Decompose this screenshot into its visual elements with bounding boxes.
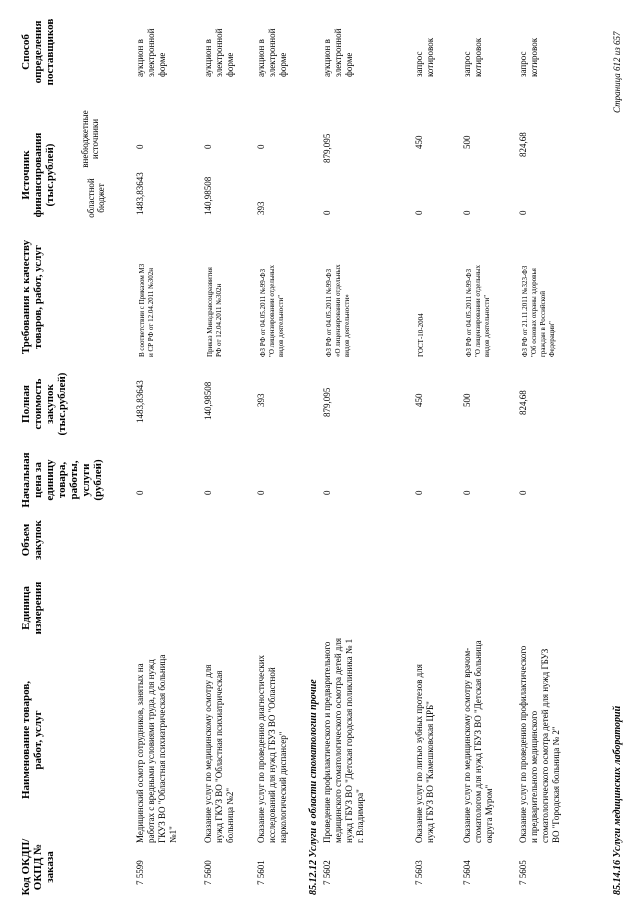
- row-3-total: 393: [256, 393, 266, 407]
- header-method: Способ определения поставщиков: [20, 18, 56, 86]
- row-1-req: В соответствии с Приказом МЗ и СР РФ от 12.04.2011 №302н: [138, 263, 155, 357]
- header-unit: Единица измерения: [20, 581, 44, 635]
- row-7-name: Оказание услуг по проведению профилактического и предварительного медицинского стоматологического осмотра детей для нужд ГБУЗ ВО "Городская больница № 2": [518, 645, 561, 843]
- row-6-price: 0: [462, 490, 472, 495]
- row-1-extra: 0: [135, 144, 145, 149]
- header-source: Источник финансирования (тыс.рублей): [20, 132, 56, 218]
- row-3-code: 7 5601: [256, 860, 266, 885]
- row-5-req: ГОСТ-10-2004: [417, 313, 425, 357]
- row-5-price: 0: [414, 490, 424, 495]
- row-1-regional: 1483,83643: [135, 172, 145, 215]
- row-6-code: 7 5604: [462, 860, 472, 885]
- section-heading-dental: 85.12.12 Услуги в области стоматологии прочие: [308, 679, 319, 895]
- header-total: Полная стоимость закупок (тыс.рублей): [20, 372, 68, 436]
- row-3-price: 0: [256, 490, 266, 495]
- row-7-code: 7 5605: [518, 860, 528, 885]
- row-6-req: ФЗ РФ от 04.05.2011 №99-ФЗ "О лицензировании отдельных видов деятельности": [465, 265, 491, 357]
- row-5-name: Оказание услуг по литью зубных протезов для нужд ГБУЗ ВО "Камешковская ЦРБ": [414, 664, 435, 843]
- row-6-regional: 0: [462, 210, 472, 215]
- row-3-method: аукцион в электронной форме: [256, 28, 288, 77]
- row-1-price: 0: [135, 490, 145, 495]
- row-7-regional: 0: [518, 210, 528, 215]
- row-1-code: 7 5599: [135, 860, 145, 885]
- row-3-req: ФЗ РФ от 04.05.2011 №99-ФЗ "О лицензировании отдельных видов деятельности": [259, 265, 285, 357]
- header-code: Код ОКДП/ ОКПД № заказа: [20, 838, 56, 896]
- row-3-name: Оказание услуг по проведению диагностических исследований для нужд ГБУЗ ВО "Областной наркологический диспансер": [256, 654, 288, 843]
- row-4-price: 0: [322, 490, 332, 495]
- row-3-extra: 0: [256, 144, 266, 149]
- row-7-req: ФЗ РФ от 21.11.2011 №323-ФЗ "Об основах охраны здоровья граждан в Российской Федерации": [521, 265, 556, 357]
- section-heading-labs: 85.14.16 Услуги медицинских лабораторий: [612, 705, 623, 895]
- row-6-name: Оказание услуг по медицинскому осмотру врачом-стоматологом для нужд ГБУЗ ВО "Детская больница округа Муром": [462, 640, 494, 843]
- row-5-extra: 450: [414, 135, 424, 149]
- row-3-regional: 393: [256, 201, 266, 215]
- row-4-name: Проведение профилактического и предварительного медицинского стоматологического осмотра детей для нужд ГБУЗ ВО "Детская городская поликлиника № 1 г. Владимира": [322, 637, 365, 843]
- row-6-extra: 500: [462, 135, 472, 149]
- row-5-code: 7 5603: [414, 860, 424, 885]
- row-2-method: аукцион в электронной форме: [203, 28, 235, 77]
- row-4-total: 879,095: [322, 387, 332, 417]
- row-4-regional: 0: [322, 210, 332, 215]
- row-2-price: 0: [203, 490, 213, 495]
- row-4-req: ФЗ РФ от 04.05.2011 №99-ФЗ «О лицензировании отдельных видов деятельности»: [325, 264, 351, 357]
- row-2-code: 7 5600: [203, 860, 213, 885]
- row-2-total: 140,98508: [203, 381, 213, 420]
- row-2-regional: 140,98508: [203, 176, 213, 215]
- row-1-total: 1483,83643: [135, 380, 145, 423]
- header-requirements: Требования к качеству товаров, работ, услуг: [20, 239, 44, 355]
- row-7-price: 0: [518, 490, 528, 495]
- row-6-total: 500: [462, 393, 472, 407]
- row-5-total: 450: [414, 393, 424, 407]
- header-volume: Объем закупок: [20, 520, 44, 560]
- header-name: Наименование товаров, работ, услуг: [20, 680, 44, 800]
- row-7-extra: 824,68: [518, 132, 528, 157]
- row-2-req: Приказ Минздравсоцразвития РФ от 12.04.2011 №302н: [206, 267, 223, 357]
- row-2-extra: 0: [203, 144, 213, 149]
- row-7-total: 824,68: [518, 390, 528, 415]
- row-7-method: запрос котировок: [518, 37, 539, 77]
- row-6-method: запрос котировок: [462, 37, 483, 77]
- row-1-method: аукцион в электронной форме: [135, 28, 167, 77]
- page-number: Страница 612 из 657: [612, 31, 622, 113]
- header-source-regional: областной бюджет: [86, 178, 106, 218]
- row-1-name: Медицинский осмотр сотрудников, занятых на работах с вредными условиями труда, для нужд ГКУЗ ВО "Областная психиатрическая больница №1": [135, 654, 178, 843]
- header-source-extra: внебюджетные источники: [80, 110, 100, 168]
- row-5-regional: 0: [414, 210, 424, 215]
- row-5-method: запрос котировок: [414, 37, 435, 77]
- row-4-code: 7 5602: [322, 860, 332, 885]
- row-4-method: аукцион в электронной форме: [322, 28, 354, 77]
- row-4-extra: 879,095: [322, 133, 332, 163]
- row-2-name: Оказание услуг по медицинскому осмотру для нужд ГКУЗ ВО "Областная психиатрическая больница №2": [203, 664, 235, 843]
- header-price: Начальная цена за единицу товара, работы, услуги (рублей): [20, 452, 104, 508]
